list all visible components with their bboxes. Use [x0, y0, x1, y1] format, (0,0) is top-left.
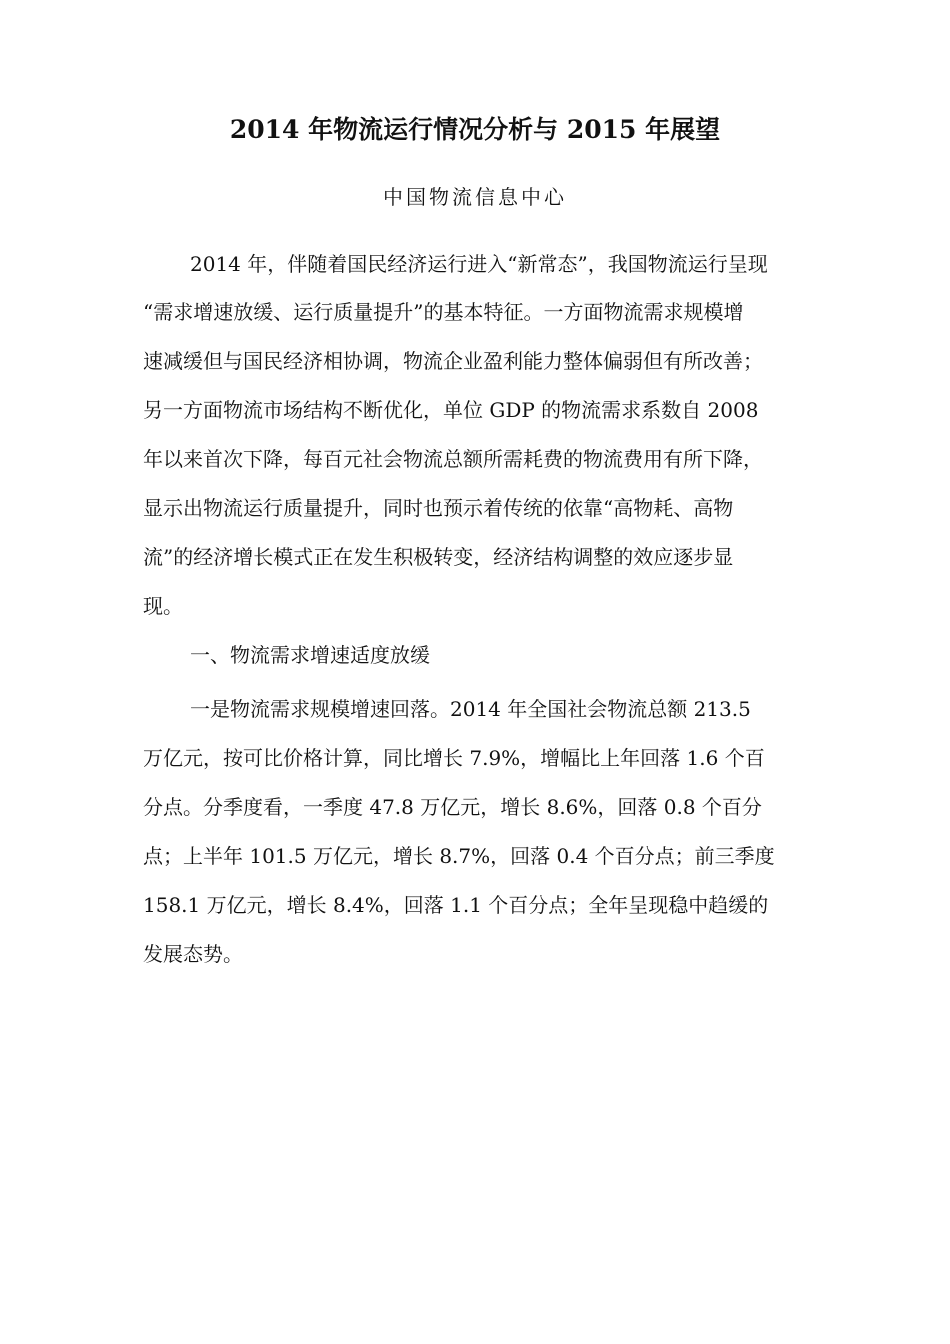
- paragraph-line-text: 发展态势。: [143, 942, 243, 966]
- paragraph-line-text: “需求增速放缓、运行质量提升”的基本特征。一方面物流需求规模增: [143, 300, 744, 324]
- document-title: 2014 年物流运行情况分析与 2015 年展望: [229, 115, 721, 144]
- paragraph-line-text: 万亿元，按可比价格计算，同比增长 7.9%，增幅比上年回落 1.6 个百: [143, 746, 765, 770]
- paragraph-line-text: 速减缓但与国民经济相协调，物流企业盈利能力整体偏弱但有所改善；: [143, 349, 763, 373]
- paragraph-line-text: 分点。分季度看，一季度 47.8 万亿元，增长 8.6%，回落 0.8 个百分: [143, 795, 762, 819]
- paragraph-line-text: 158.1 万亿元，增长 8.4%，回落 1.1 个百分点；全年呈现稳中趋缓的: [143, 893, 769, 917]
- paragraph-line-text: 流”的经济增长模式正在发生积极转变，经济结构调整的效应逐步显: [143, 545, 734, 569]
- author-organization: 中国物流信息中心: [383, 185, 567, 209]
- paragraph-line-text: 年以来首次下降，每百元社会物流总额所需耗费的物流费用有所下降，: [143, 447, 763, 471]
- paragraph-line-text: 现。: [143, 594, 183, 618]
- paragraph-line-text: 一是物流需求规模增速回落。2014 年全国社会物流总额 213.5: [190, 697, 751, 721]
- paragraph-line-text: 2014 年，伴随着国民经济运行进入“新常态”，我国物流运行呈现: [190, 252, 768, 276]
- paragraph-line-text: 点；上半年 101.5 万亿元，增长 8.7%，回落 0.4 个百分点；前三季度: [143, 844, 775, 868]
- paragraph-line-text: 另一方面物流市场结构不断优化，单位 GDP 的物流需求系数自 2008: [143, 398, 759, 422]
- section-heading-text: 一、物流需求增速适度放缓: [190, 643, 430, 667]
- paragraph-line-text: 显示出物流运行质量提升，同时也预示着传统的依靠“高物耗、高物: [143, 496, 734, 520]
